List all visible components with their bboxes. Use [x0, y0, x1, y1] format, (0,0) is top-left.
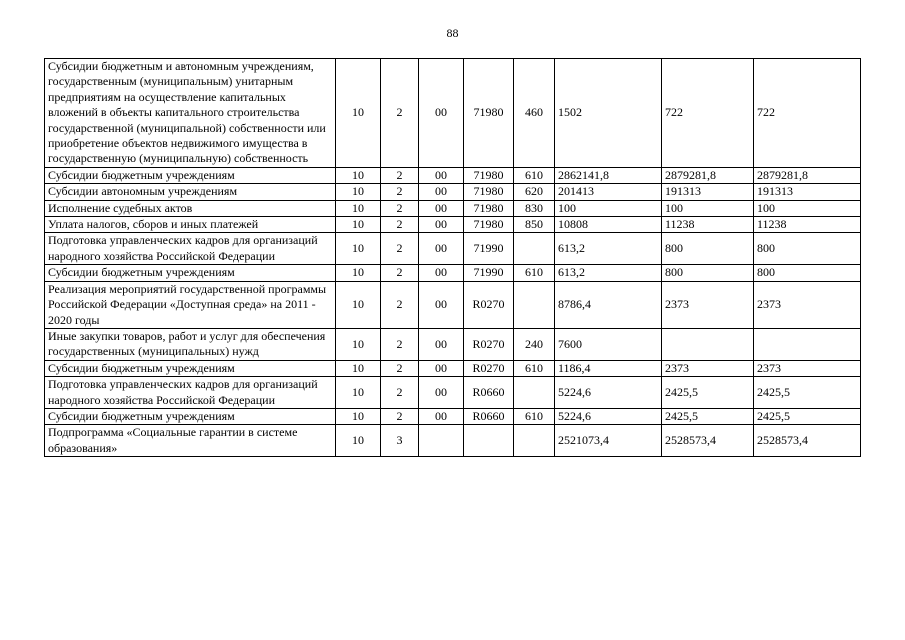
expense-type-code: 460 [514, 59, 555, 168]
section-code: 10 [336, 377, 381, 409]
section-code: 10 [336, 59, 381, 168]
table-row [45, 167, 861, 183]
amount-year-1: 613,2 [555, 233, 662, 265]
subsection-code: 2 [381, 217, 419, 233]
direction-code: R0270 [464, 360, 514, 376]
expense-type-code: 610 [514, 408, 555, 424]
section-code: 10 [336, 217, 381, 233]
section-code: 10 [336, 167, 381, 183]
section-code: 10 [336, 328, 381, 360]
expense-type-code: 240 [514, 328, 555, 360]
subsection-code: 2 [381, 184, 419, 200]
amount-year-1: 201413 [555, 184, 662, 200]
subsection-code: 2 [381, 59, 419, 168]
table-body [45, 59, 861, 457]
direction-code: 71980 [464, 167, 514, 183]
direction-code: 71980 [464, 59, 514, 168]
table-row [45, 217, 861, 233]
amount-year-3: 11238 [754, 217, 861, 233]
program-code: 00 [419, 217, 464, 233]
direction-code: 71980 [464, 200, 514, 216]
program-code: 00 [419, 408, 464, 424]
expense-type-code [514, 377, 555, 409]
row-name: Субсидии бюджетным учреждениям [45, 265, 336, 281]
budget-table [44, 58, 861, 457]
direction-code: R0660 [464, 377, 514, 409]
expense-type-code [514, 425, 555, 457]
table-row [45, 265, 861, 281]
expense-type-code [514, 281, 555, 328]
row-name: Субсидии автономным учреждениям [45, 184, 336, 200]
amount-year-1: 5224,6 [555, 408, 662, 424]
amount-year-1: 1502 [555, 59, 662, 168]
table-row [45, 200, 861, 216]
amount-year-3: 800 [754, 233, 861, 265]
program-code: 00 [419, 184, 464, 200]
table-row [45, 59, 861, 168]
expense-type-code: 610 [514, 265, 555, 281]
row-name: Подготовка управленческих кадров для организаций народного хозяйства Российской Федерации [45, 377, 336, 409]
row-name: Уплата налогов, сборов и иных платежей [45, 217, 336, 233]
subsection-code: 2 [381, 408, 419, 424]
direction-code: 71990 [464, 265, 514, 281]
subsection-code: 2 [381, 200, 419, 216]
subsection-code: 2 [381, 233, 419, 265]
table-row [45, 377, 861, 409]
expense-type-code: 610 [514, 167, 555, 183]
program-code: 00 [419, 59, 464, 168]
amount-year-1: 100 [555, 200, 662, 216]
expense-type-code: 620 [514, 184, 555, 200]
expense-type-code: 610 [514, 360, 555, 376]
direction-code: 71980 [464, 217, 514, 233]
section-code: 10 [336, 200, 381, 216]
program-code: 00 [419, 360, 464, 376]
amount-year-2: 2425,5 [662, 408, 754, 424]
section-code: 10 [336, 184, 381, 200]
table-row [45, 425, 861, 457]
page-number: 88 [446, 26, 459, 40]
subsection-code: 2 [381, 328, 419, 360]
amount-year-3: 2425,5 [754, 377, 861, 409]
amount-year-2: 2373 [662, 281, 754, 328]
table-row [45, 328, 861, 360]
amount-year-1: 613,2 [555, 265, 662, 281]
amount-year-3: 191313 [754, 184, 861, 200]
section-code: 10 [336, 408, 381, 424]
subsection-code: 2 [381, 265, 419, 281]
direction-code: R0270 [464, 281, 514, 328]
table-row [45, 281, 861, 328]
amount-year-2: 191313 [662, 184, 754, 200]
row-name: Исполнение судебных актов [45, 200, 336, 216]
subsection-code: 2 [381, 281, 419, 328]
amount-year-2: 800 [662, 265, 754, 281]
amount-year-3: 2425,5 [754, 408, 861, 424]
section-code: 10 [336, 265, 381, 281]
amount-year-3: 2528573,4 [754, 425, 861, 457]
amount-year-2: 2528573,4 [662, 425, 754, 457]
amount-year-3: 800 [754, 265, 861, 281]
program-code: 00 [419, 328, 464, 360]
amount-year-2: 2425,5 [662, 377, 754, 409]
amount-year-2: 100 [662, 200, 754, 216]
amount-year-2: 800 [662, 233, 754, 265]
amount-year-3 [754, 328, 861, 360]
amount-year-3: 722 [754, 59, 861, 168]
section-code: 10 [336, 233, 381, 265]
direction-code: R0660 [464, 408, 514, 424]
program-code: 00 [419, 233, 464, 265]
subsection-code: 3 [381, 425, 419, 457]
program-code: 00 [419, 377, 464, 409]
direction-code: 71990 [464, 233, 514, 265]
amount-year-3: 2373 [754, 281, 861, 328]
subsection-code: 2 [381, 360, 419, 376]
amount-year-1: 2521073,4 [555, 425, 662, 457]
program-code: 00 [419, 281, 464, 328]
expense-type-code: 850 [514, 217, 555, 233]
row-name: Субсидии бюджетным учреждениям [45, 360, 336, 376]
section-code: 10 [336, 425, 381, 457]
amount-year-1: 8786,4 [555, 281, 662, 328]
amount-year-3: 2879281,8 [754, 167, 861, 183]
program-code: 00 [419, 167, 464, 183]
amount-year-1: 1186,4 [555, 360, 662, 376]
amount-year-1: 5224,6 [555, 377, 662, 409]
amount-year-2 [662, 328, 754, 360]
table-row [45, 184, 861, 200]
amount-year-2: 722 [662, 59, 754, 168]
row-name: Подготовка управленческих кадров для организаций народного хозяйства Российской Федерации [45, 233, 336, 265]
program-code: 00 [419, 200, 464, 216]
amount-year-2: 11238 [662, 217, 754, 233]
row-name: Реализация мероприятий государственной программы Российской Федерации «Доступная среда» на 2011 - 2020 годы [45, 281, 336, 328]
row-name: Подпрограмма «Социальные гарантии в системе образования» [45, 425, 336, 457]
row-name: Субсидии бюджетным учреждениям [45, 408, 336, 424]
table-row [45, 233, 861, 265]
amount-year-1: 10808 [555, 217, 662, 233]
table-row [45, 360, 861, 376]
direction-code: R0270 [464, 328, 514, 360]
program-code: 00 [419, 265, 464, 281]
row-name: Субсидии бюджетным и автономным учреждениям, государственным (муниципальным) унитарным предприятиям на осуществление капитальных вложений в объекты капитального строительства государственной (муниципальной) собственности или приобретение объектов недвижимого имущества в государственную (муниципальную) собственность [45, 59, 336, 168]
row-name: Иные закупки товаров, работ и услуг для обеспечения государственных (муниципальных) нужд [45, 328, 336, 360]
direction-code: 71980 [464, 184, 514, 200]
direction-code [464, 425, 514, 457]
section-code: 10 [336, 281, 381, 328]
section-code: 10 [336, 360, 381, 376]
expense-type-code [514, 233, 555, 265]
row-name: Субсидии бюджетным учреждениям [45, 167, 336, 183]
subsection-code: 2 [381, 167, 419, 183]
expense-type-code: 830 [514, 200, 555, 216]
amount-year-1: 2862141,8 [555, 167, 662, 183]
subsection-code: 2 [381, 377, 419, 409]
amount-year-3: 100 [754, 200, 861, 216]
table-row [45, 408, 861, 424]
amount-year-3: 2373 [754, 360, 861, 376]
amount-year-2: 2373 [662, 360, 754, 376]
amount-year-2: 2879281,8 [662, 167, 754, 183]
program-code [419, 425, 464, 457]
amount-year-1: 7600 [555, 328, 662, 360]
